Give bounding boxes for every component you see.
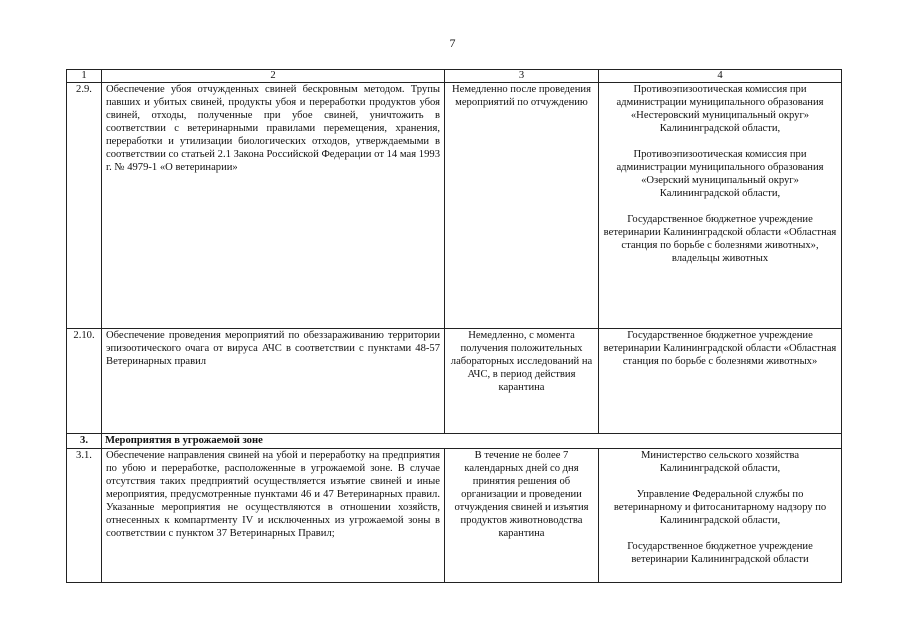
timing-text: Немедленно, с момента получения положительных лабораторных исследований на АЧС, в период действия карантина <box>445 329 599 434</box>
measure-text: Обеспечение направления свиней на убой и переработку на предприятия по убою и переработке, расположенные в угрожаемой зоне. В случае отсутствия таких предприятий осуществляется изъятие свиней и иные мероприятия, предусмотренные пунктами 46 и 47 Ветеринарных правил. Указанные мероприятия не осуществляются в отношении хозяйств, отнесенных к компартменту IV и исключенных из угрожаемой зоны в соответствии с пунктом 37 Ветеринарных Правил; <box>102 449 445 583</box>
row-number: 2.10. <box>67 329 102 434</box>
section-title: Мероприятия в угрожаемой зоне <box>102 434 842 449</box>
responsible-cell <box>599 449 842 583</box>
responsible-party: Управление Федеральной службы по ветеринарному и фитосанитарному надзору по Калининградской области, <box>613 489 827 526</box>
timing-text: Немедленно после проведения мероприятий по отчуждению <box>445 83 599 329</box>
table-row <box>67 83 842 329</box>
page-number: 7 <box>449 36 456 50</box>
responsible-cell <box>599 83 842 329</box>
responsible-party: Государственное бюджетное учреждение ветеринарии Калининградской области «Областная станция по борьбе с болезнями животных», владельцы животных <box>603 214 837 264</box>
measures-table <box>66 69 842 583</box>
measure-text: Обеспечение проведения мероприятий по обеззараживанию территории эпизоотического очага от вируса АЧС в соответствии с пунктами 48-57 Ветеринарных правил <box>102 329 445 434</box>
header-col-4: 4 <box>599 70 842 83</box>
header-col-3: 3 <box>445 70 599 83</box>
section-row <box>67 434 842 449</box>
section-number: 3. <box>67 434 102 449</box>
responsible-party: Государственное бюджетное учреждение ветеринарии Калининградской области «Областная станция по борьбе с болезнями животных» <box>599 329 842 434</box>
header-col-1: 1 <box>67 70 102 83</box>
table-row <box>67 329 842 434</box>
table-row <box>67 449 842 583</box>
measure-text: Обеспечение убоя отчужденных свиней бескровным методом. Трупы павших и убитых свиней, продукты убоя и переработки продуктов убоя свиней, отходы, полученные при убое свиней, уничтожить в соответствии с ветеринарными правилами перемещения, хранения, переработки и утилизации биологических отходов, утверждаемыми в соответствии со статьей 2.1 Закона Российской Федерации от 14 мая 1993 г. № 4979-1 «О ветеринарии» <box>102 83 445 329</box>
table-header-row <box>67 70 842 83</box>
responsible-party: Государственное бюджетное учреждение ветеринарии Калининградской области <box>627 541 813 565</box>
responsible-party: Противоэпизоотическая комиссия при администрации муниципального образования «Озерский муниципальный округ» Калининградской области, <box>616 149 824 199</box>
row-number: 3.1. <box>67 449 102 583</box>
responsible-party: Министерство сельского хозяйства Калининградской области, <box>640 450 800 474</box>
timing-text: В течение не более 7 календарных дней со дня принятия решения об организации и проведении отчуждения свиней и изъятия продуктов животноводства карантина <box>445 449 599 583</box>
row-number: 2.9. <box>67 83 102 329</box>
responsible-party: Противоэпизоотическая комиссия при администрации муниципального образования «Нестеровский муниципальный округ» Калининградской области, <box>616 84 824 134</box>
header-col-2: 2 <box>102 70 445 83</box>
